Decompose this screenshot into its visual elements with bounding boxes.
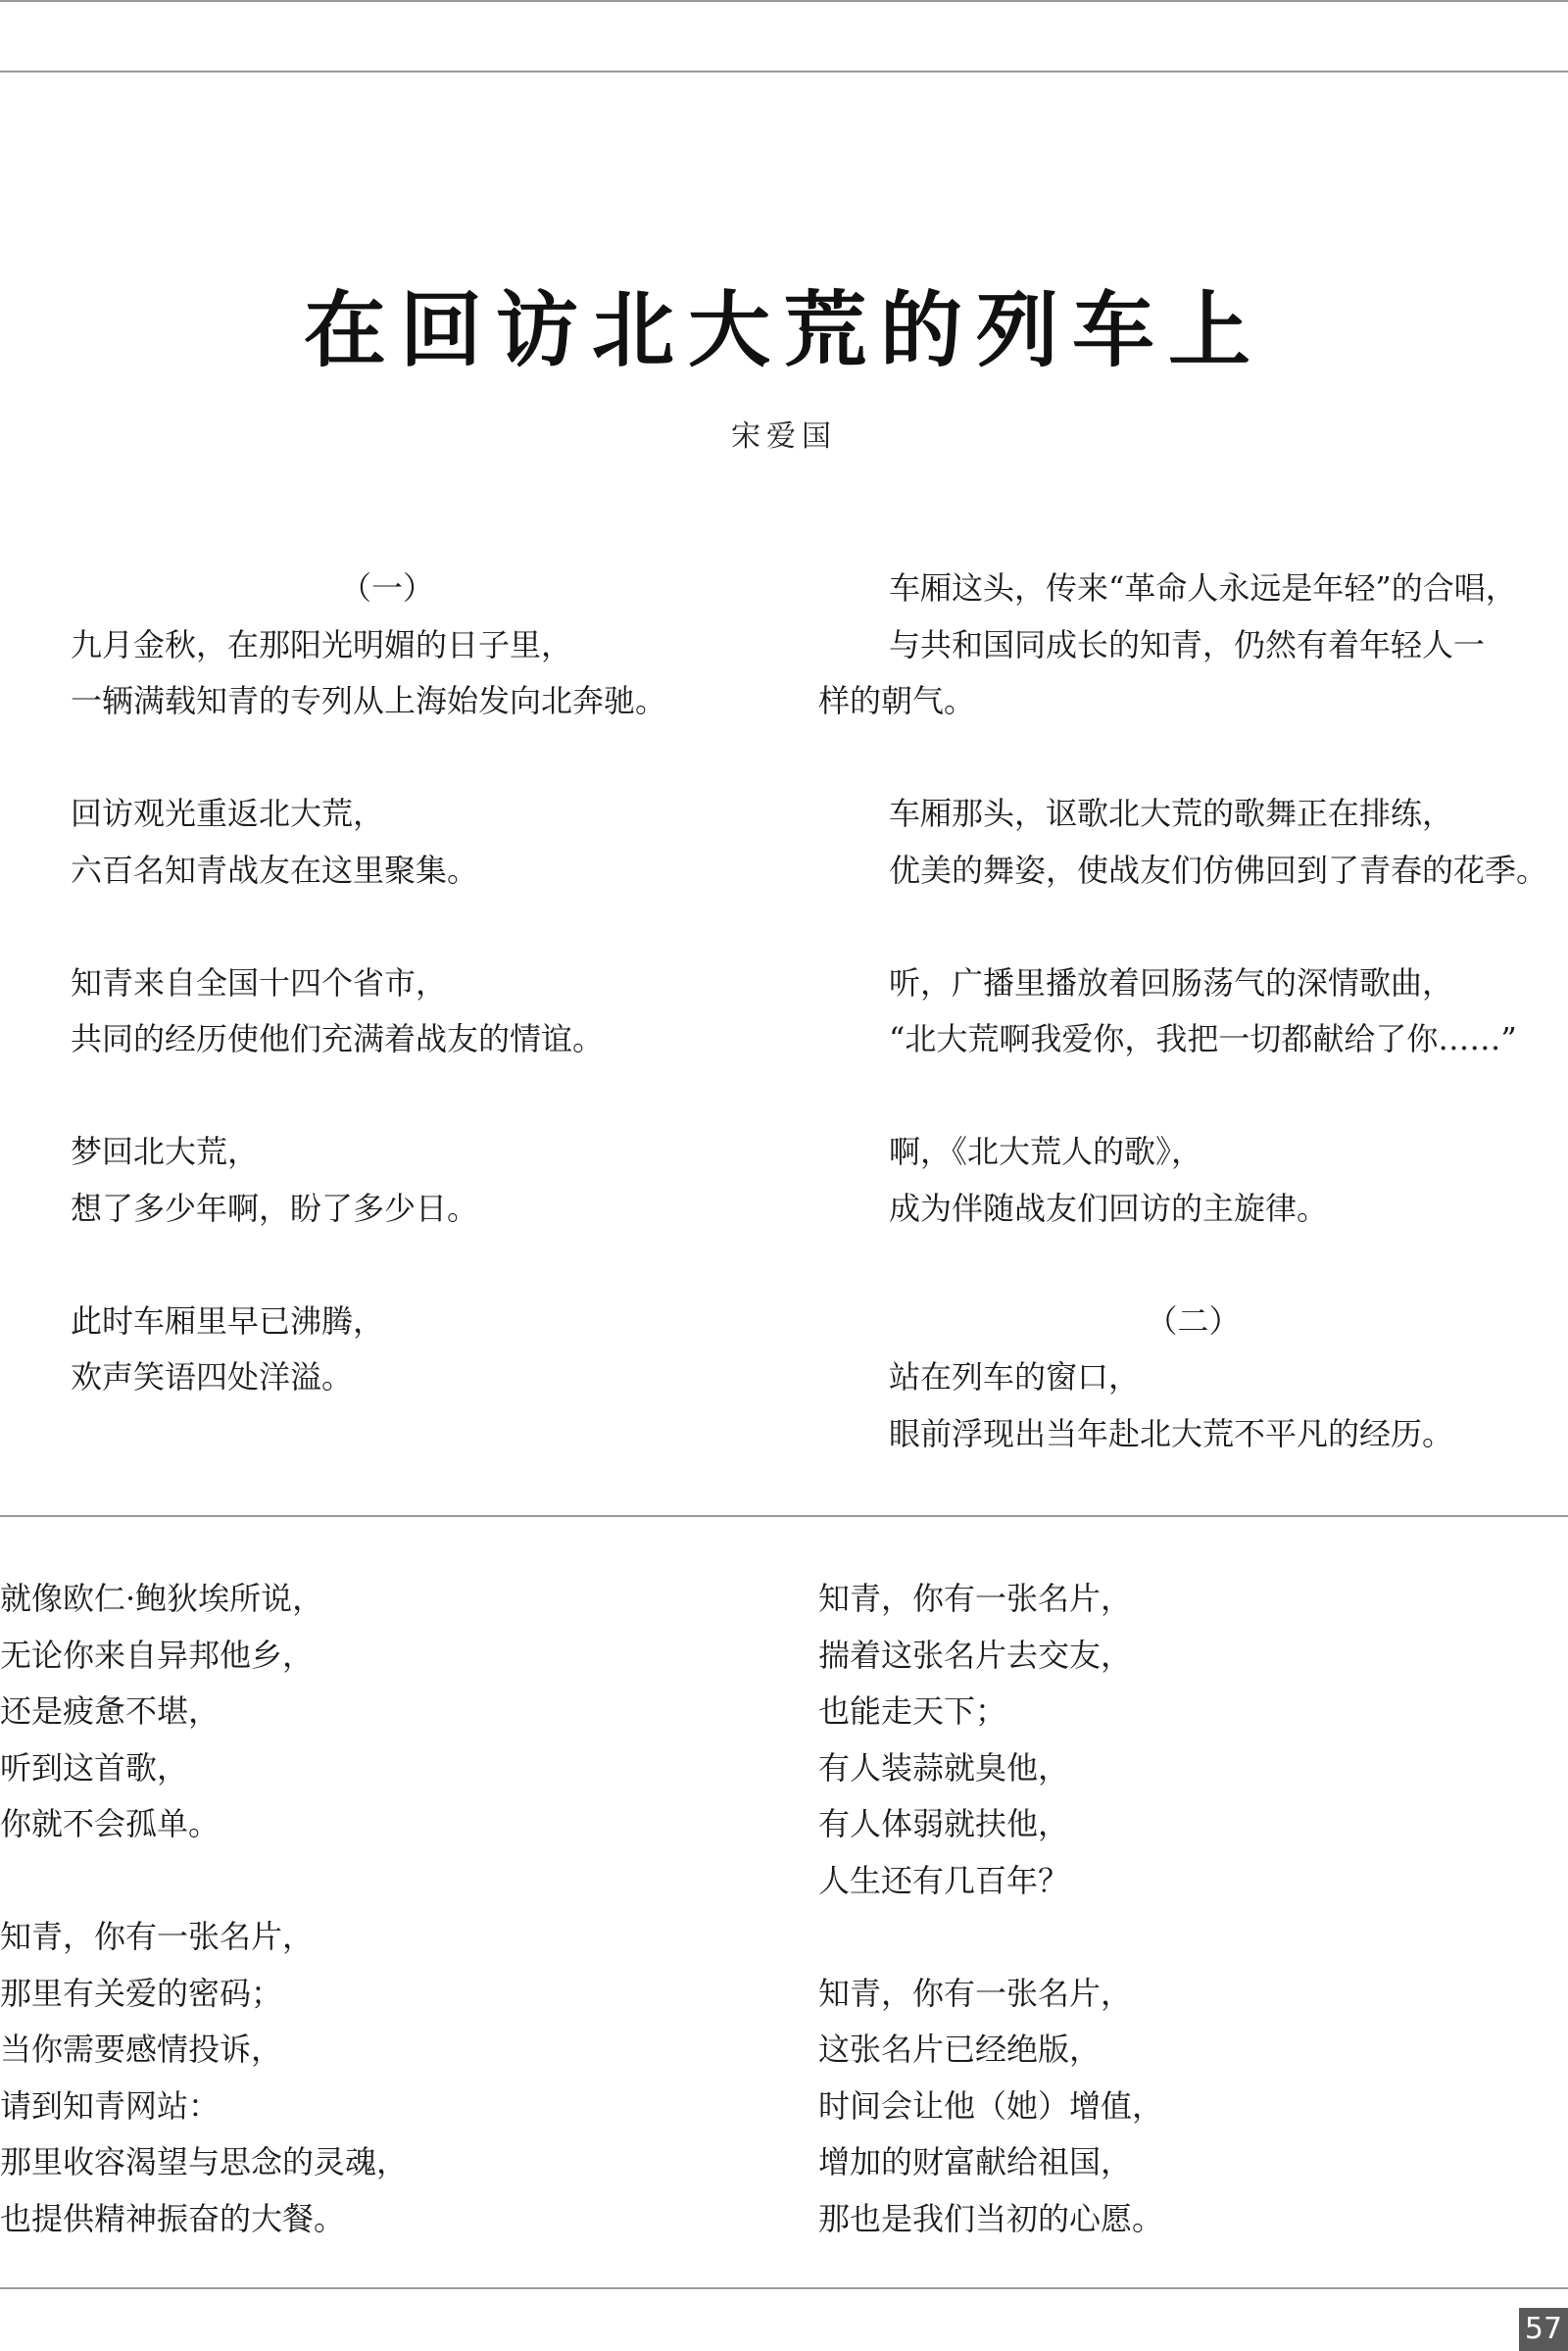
stanza-gap	[0, 1068, 774, 1125]
stanza-gap	[0, 1853, 774, 1910]
bottom-right-column	[818, 1571, 1568, 2247]
bottom-left-column	[0, 1571, 774, 2247]
poem-line: 就像欧仁·鲍狄埃所说，	[0, 1580, 324, 1617]
poem-line: 也能走天下；	[818, 1692, 1007, 1730]
poem-line: 成为伴随战友们回访的主旋律。	[889, 1189, 1329, 1227]
poem-line: 优美的舞姿，使战友们仿佛回到了青春的花季。	[889, 851, 1548, 889]
poem-line: 人生还有几百年？	[818, 1861, 1070, 1899]
poem-line: 样的朝气。	[818, 682, 976, 719]
poem-line: 那里有关爱的密码；	[0, 1974, 283, 2012]
top-left-column	[0, 561, 774, 1406]
poem-line: 听，广播里播放着回肠荡气的深情歌曲，	[889, 963, 1454, 1002]
section-heading: （二）	[1146, 1301, 1241, 1340]
poem-line: 你就不会孤单。	[0, 1805, 220, 1842]
poem-line: 听到这首歌，	[0, 1748, 189, 1787]
poem-line: 六百名知青战友在这里聚集。	[71, 851, 479, 889]
poem-line: 想了多少年啊，盼了多少日。	[71, 1189, 479, 1227]
poem-line: 当你需要感情投诉，	[0, 2031, 283, 2068]
stanza-gap	[818, 730, 1568, 787]
poem-line: 还是疲惫不堪，	[0, 1692, 220, 1730]
poem-line: 也提供精神振奋的大餐。	[0, 2199, 346, 2237]
top-edge-rule	[0, 0, 1568, 2]
poem-line: 时间会让他（她）增值，	[818, 2086, 1164, 2125]
top-right-column	[818, 561, 1568, 1462]
poem-line: 那也是我们当初的心愿。	[818, 2199, 1164, 2237]
poem-line: 这张名片已经绝版，	[818, 2031, 1102, 2068]
poem-line: 揣着这张名片去交友，	[818, 1636, 1133, 1674]
poem-line: 回访观光重返北大荒，	[71, 795, 385, 832]
poem-line: 共同的经历使他们充满着战友的情谊。	[71, 1020, 605, 1057]
poem-line: 有人装蒜就臭他，	[818, 1748, 1070, 1787]
poem-line: 无论你来自异邦他乡，	[0, 1636, 315, 1674]
footer-rule	[0, 2287, 1568, 2289]
poem-line: 此时车厢里早已沸腾，	[71, 1301, 385, 1340]
stanza-gap	[818, 899, 1568, 955]
poem-title: 在回访北大荒的列车上	[303, 281, 1264, 378]
poem-line: 请到知青网站：	[0, 2086, 220, 2125]
stanza-gap	[0, 1237, 774, 1294]
stanza-gap	[818, 1068, 1568, 1125]
poem-line: 车厢那头，讴歌北大荒的歌舞正在排练，	[889, 795, 1454, 832]
poem-line: 知青，你有一张名片，	[818, 1974, 1133, 2012]
poem-line: 知青来自全国十四个省市，	[71, 963, 448, 1002]
section-heading: （一）	[339, 569, 434, 607]
stanza-gap	[818, 1909, 1568, 1966]
poem-line: 车厢这头，传来“革命人永远是年轻”的合唱，	[889, 569, 1517, 607]
stanza-gap	[0, 899, 774, 955]
stanza-gap	[0, 730, 774, 787]
poem-line: 有人体弱就扶他，	[818, 1805, 1070, 1842]
page-number: 57	[1519, 2308, 1568, 2351]
section-divider-rule	[0, 1515, 1568, 1517]
poem-line: 站在列车的窗口，	[889, 1358, 1141, 1396]
poem-line: 九月金秋，在那阳光明媚的日子里，	[71, 625, 573, 663]
poem-line: 啊，《北大荒人的歌》，	[889, 1133, 1203, 1170]
poem-line: “北大荒啊我爱你，我把一切都献给了你……”	[889, 1020, 1517, 1057]
poem-line: 增加的财富献给祖国，	[818, 2143, 1133, 2180]
poem-line: 欢声笑语四处洋溢。	[71, 1358, 354, 1396]
author-name: 宋爱国	[731, 419, 837, 454]
poem-line: 眼前浮现出当年赴北大荒不平凡的经历。	[889, 1414, 1454, 1452]
poem-line: 知青，你有一张名片，	[818, 1580, 1133, 1617]
header-rule	[0, 71, 1568, 73]
poem-line: 梦回北大荒，	[71, 1133, 260, 1170]
stanza-gap	[818, 1237, 1568, 1294]
poem-line: 与共和国同成长的知青，仍然有着年轻人一	[889, 625, 1486, 663]
poem-line: 那里收容渴望与思念的灵魂，	[0, 2143, 409, 2180]
poem-line: 一辆满载知青的专列从上海始发向北奔驰。	[71, 682, 667, 719]
poem-line: 知青，你有一张名片，	[0, 1918, 315, 1955]
